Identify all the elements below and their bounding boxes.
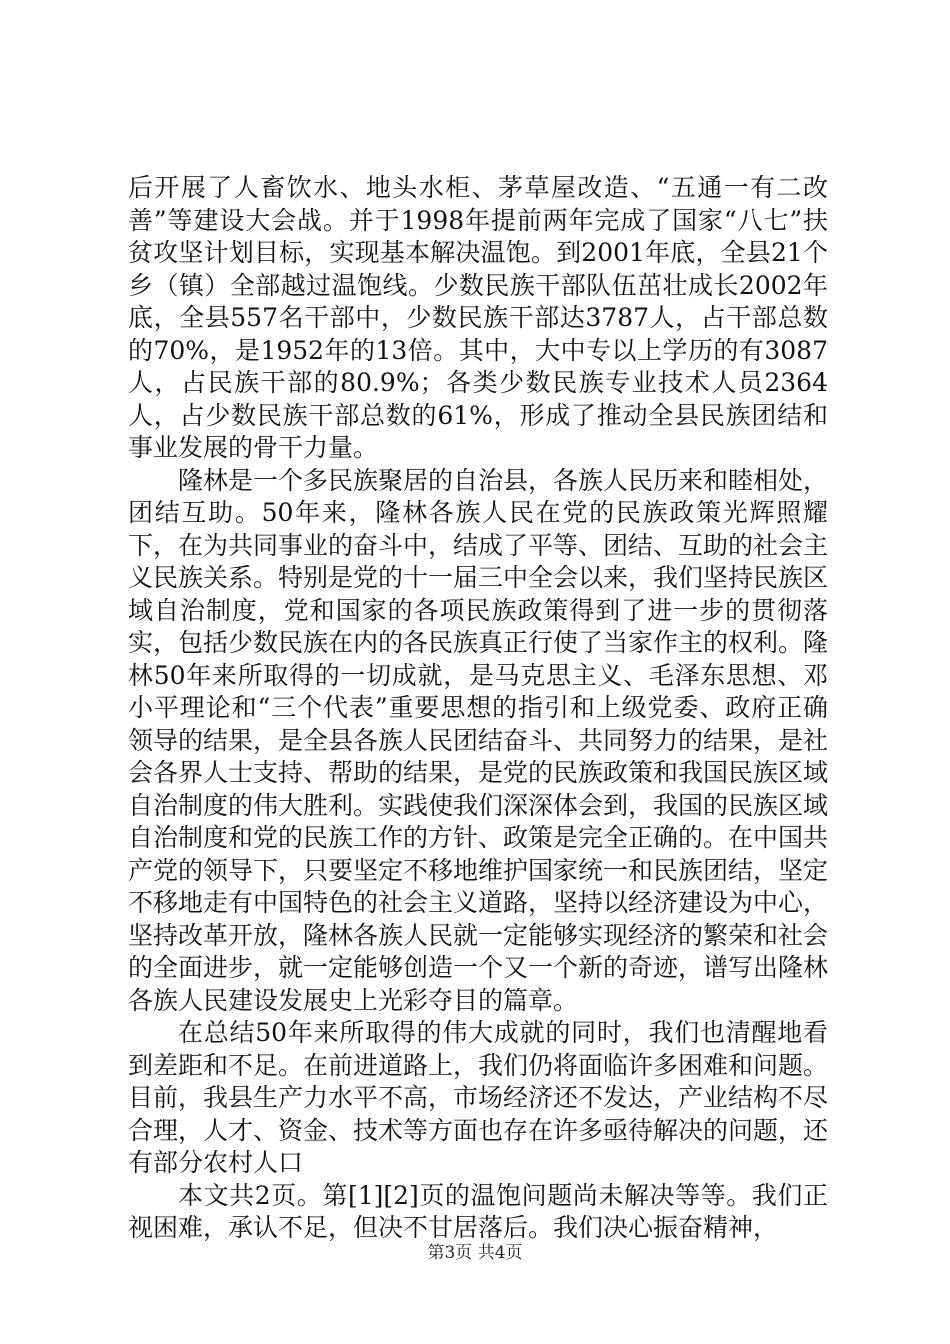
document-body <box>128 172 828 1245</box>
paragraph-2: 隆林是一个多民族聚居的自治县，各族人民历来和睦相处，团结互助。50年来，隆林各族人民在党的民族政策光辉照耀下，在为共同事业的奋斗中，结成了平等、团结、互助的社会主义民族关系。特别是党的十一届三中全会以来，我们坚持民族区域自治制度，党和国家的各项民族政策得到了进一步的贯彻落实，包括少数民族在内的各民族真正行使了当家作主的权利。隆林50年来所取得的一切成就，是马克思主义、毛泽东思想、邓小平理论和“三个代表”重要思想的指引和上级党委、政府正确领导的结果，是全县各族人民团结奋斗、共同努力的结果，是社会各界人士支持、帮助的结果，是党的民族政策和我国民族区域自治制度的伟大胜利。实践使我们深深体会到，我国的民族区域自治制度和党的民族工作的方针、政策是完全正确的。在中国共产党的领导下，只要坚定不移地维护国家统一和民族团结，坚定不移地走有中国特色的社会主义道路，坚持以经济建设为中心，坚持改革开放，隆林各族人民就一定能够实现经济的繁荣和社会的全面进步，就一定能够创造一个又一个新的奇迹，谱写出隆林各族人民建设发展史上光彩夺目的篇章。 <box>128 465 829 1015</box>
paragraph-1: 后开展了人畜饮水、地头水柜、茅草屋改造、“五通一有二改善”等建设大会战。并于1998年提前两年完成了国家“八七”扶贫攻坚计划目标，实现基本解决温饱。到2001年底，全县21个乡（镇）全部越过温饱线。少数民族干部队伍茁壮成长2002年底，全县557名干部中，少数民族干部达3787人，占干部总数的70%，是1952年的13倍。其中，大中专以上学历的有3087人，占民族干部的80.9%；各类少数民族专业技术人员2364人，占少数民族干部总数的61%，形成了推动全县民族团结和事业发展的骨干力量。 <box>128 173 828 462</box>
page-footer <box>0 1242 950 1264</box>
paragraph-3: 在总结50年来所取得的伟大成就的同时，我们也清醒地看到差距和不足。在前进道路上，我们仍将面临许多困难和问题。目前，我县生产力水平不高，市场经济还不发达，产业结构不尽合理，人才、资金、技术等方面也存在许多亟待解决的问题，还有部分农村人口 <box>128 1018 829 1177</box>
page-number-label: 第3页 共4页 <box>427 1243 523 1263</box>
paragraph-4: 本文共2页。第[1][2]页的温饱问题尚未解决等等。我们正视困难，承认不足，但决不甘居落后。我们决心振奋精神， <box>128 1180 828 1242</box>
